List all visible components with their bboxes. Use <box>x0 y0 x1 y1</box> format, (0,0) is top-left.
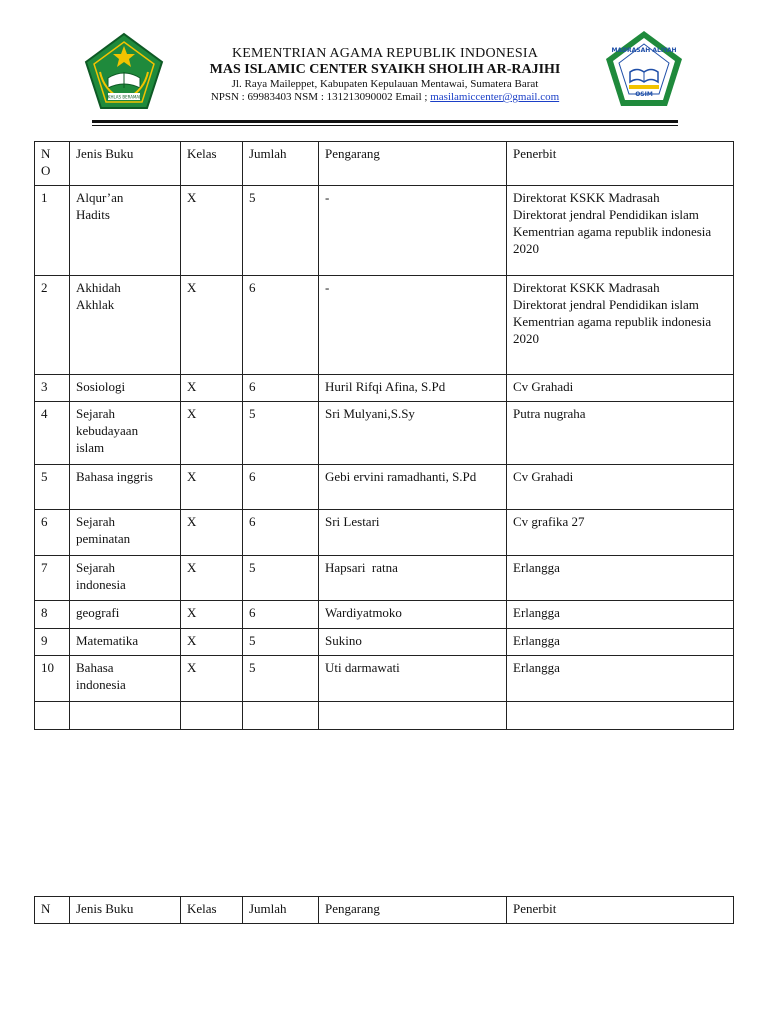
table-row <box>35 629 734 656</box>
cell-penerbit: Cv Grahadi <box>507 375 734 402</box>
cell-no: 6 <box>35 510 70 556</box>
cell-empty <box>70 702 181 730</box>
logo-right-bottom-text: OSIM <box>635 91 653 98</box>
cell-kelas: X <box>181 402 243 465</box>
cell-kelas: X <box>181 186 243 276</box>
cell-kelas: X <box>181 375 243 402</box>
cell-penerbit: Erlangga <box>507 629 734 656</box>
cell-no: 1 <box>35 186 70 276</box>
header-penerbit: Penerbit <box>507 897 734 924</box>
cell-no: 7 <box>35 556 70 601</box>
cell-jumlah: 5 <box>243 556 319 601</box>
cell-kelas: X <box>181 601 243 629</box>
letterhead <box>0 0 768 130</box>
cell-no: 10 <box>35 656 70 702</box>
cell-jenis: Bahasa inggris <box>70 465 181 510</box>
cell-pengarang: Sukino <box>319 629 507 656</box>
cell-no: 8 <box>35 601 70 629</box>
cell-jenis: Alqur’an Hadits <box>70 186 181 276</box>
penerbit-line: Direktorat jendral Pendidikan islam <box>513 297 699 312</box>
cell-no: 9 <box>35 629 70 656</box>
header-jenis-buku: Jenis Buku <box>70 897 181 924</box>
cell-jumlah: 6 <box>243 276 319 375</box>
cell-no: 4 <box>35 402 70 465</box>
cell-jenis: Akhidah Akhlak <box>70 276 181 375</box>
cell-no: 5 <box>35 465 70 510</box>
cell-penerbit: Cv grafika 27 <box>507 510 734 556</box>
penerbit-line: Direktorat jendral Pendidikan islam <box>513 207 699 222</box>
cell-pengarang: Sri Mulyani,S.Sy <box>319 402 507 465</box>
header-kelas: Kelas <box>181 142 243 186</box>
cell-empty <box>243 702 319 730</box>
table-row <box>35 402 734 465</box>
cell-pengarang: - <box>319 186 507 276</box>
cell-jumlah: 6 <box>243 465 319 510</box>
cell-pengarang: Hapsari ratna <box>319 556 507 601</box>
cell-jenis: Sejarah kebudayaan islam <box>70 402 181 465</box>
cell-kelas: X <box>181 276 243 375</box>
cell-empty <box>507 702 734 730</box>
table-row <box>35 510 734 556</box>
cell-jumlah: 5 <box>243 402 319 465</box>
table-row <box>35 656 734 702</box>
header-no: N O <box>35 142 70 186</box>
cell-penerbit: Cv Grahadi <box>507 465 734 510</box>
cell-pengarang: Uti darmawati <box>319 656 507 702</box>
cell-empty <box>181 702 243 730</box>
cell-penerbit: Erlangga <box>507 656 734 702</box>
book-table <box>34 141 734 730</box>
school-address: Jl. Raya Maileppet, Kabupaten Kepulauan Mentawai, Sumatera Barat <box>231 78 539 91</box>
table-header-row <box>35 897 734 924</box>
header-pengarang: Pengarang <box>319 142 507 186</box>
header-penerbit: Penerbit <box>507 142 734 186</box>
cell-jumlah: 5 <box>243 656 319 702</box>
npsn-nsm-text: NPSN : 69983403 NSM : 131213090002 Email ; <box>210 90 431 103</box>
cell-no: 2 <box>35 276 70 375</box>
madrasah-aliyah-logo-icon <box>603 28 685 110</box>
penerbit-line: Kementrian agama republik indonesia 2020 <box>513 224 712 256</box>
cell-penerbit <box>507 186 734 276</box>
header-jumlah: Jumlah <box>243 897 319 924</box>
cell-kelas: X <box>181 465 243 510</box>
table-row <box>35 276 734 375</box>
letterhead-rule <box>92 120 678 123</box>
cell-jenis: Matematika <box>70 629 181 656</box>
cell-pengarang: Huril Rifqi Afina, S.Pd <box>319 375 507 402</box>
cell-jenis: Sejarah indonesia <box>70 556 181 601</box>
cell-jumlah: 5 <box>243 629 319 656</box>
cell-jenis: Sejarah peminatan <box>70 510 181 556</box>
cell-jenis: Bahasa indonesia <box>70 656 181 702</box>
cell-penerbit: Putra nugraha <box>507 402 734 465</box>
cell-empty <box>319 702 507 730</box>
cell-kelas: X <box>181 629 243 656</box>
table-row-empty <box>35 702 734 730</box>
cell-kelas: X <box>181 656 243 702</box>
cell-jenis: geografi <box>70 601 181 629</box>
table-row <box>35 375 734 402</box>
table-row <box>35 186 734 276</box>
cell-no: 3 <box>35 375 70 402</box>
letterhead-rule-thin <box>92 125 678 126</box>
header-no: N <box>35 897 70 924</box>
school-ids <box>170 91 600 104</box>
cell-jumlah: 6 <box>243 375 319 402</box>
table-row <box>35 465 734 510</box>
table-row <box>35 556 734 601</box>
cell-pengarang: - <box>319 276 507 375</box>
header-pengarang: Pengarang <box>319 897 507 924</box>
logo-left-caption: IKHLAS BERAMAL <box>106 94 142 100</box>
cell-empty <box>35 702 70 730</box>
cell-penerbit: Erlangga <box>507 556 734 601</box>
email-link[interactable]: masilamiccenter@gmail.com <box>430 90 560 103</box>
header-jumlah: Jumlah <box>243 142 319 186</box>
cell-penerbit: Erlangga <box>507 601 734 629</box>
cell-jumlah: 5 <box>243 186 319 276</box>
penerbit-line: Kementrian agama republik indonesia 2020 <box>513 314 712 346</box>
cell-pengarang: Sri Lestari <box>319 510 507 556</box>
cell-jumlah: 6 <box>243 601 319 629</box>
cell-penerbit <box>507 276 734 375</box>
book-table-2 <box>34 896 734 924</box>
cell-pengarang: Gebi ervini ramadhanti, S.Pd <box>319 465 507 510</box>
penerbit-line: Direktorat KSKK Madrasah <box>513 280 660 295</box>
letterhead-text <box>170 46 600 103</box>
table-header-row <box>35 142 734 186</box>
penerbit-line: Direktorat KSKK Madrasah <box>513 190 660 205</box>
cell-kelas: X <box>181 510 243 556</box>
school-name: MAS ISLAMIC CENTER SYAIKH SHOLIH AR-RAJIHI <box>209 62 561 78</box>
table-row <box>35 601 734 629</box>
cell-pengarang: Wardiyatmoko <box>319 601 507 629</box>
cell-kelas: X <box>181 556 243 601</box>
cell-jumlah: 6 <box>243 510 319 556</box>
header-kelas: Kelas <box>181 897 243 924</box>
cell-jenis: Sosiologi <box>70 375 181 402</box>
header-jenis-buku: Jenis Buku <box>70 142 181 186</box>
ministry-name: KEMENTRIAN AGAMA REPUBLIK INDONESIA <box>231 46 539 61</box>
logo-right-top-text: MADRASAH ALIYAH <box>611 47 677 54</box>
kemenag-logo-icon <box>84 32 164 112</box>
